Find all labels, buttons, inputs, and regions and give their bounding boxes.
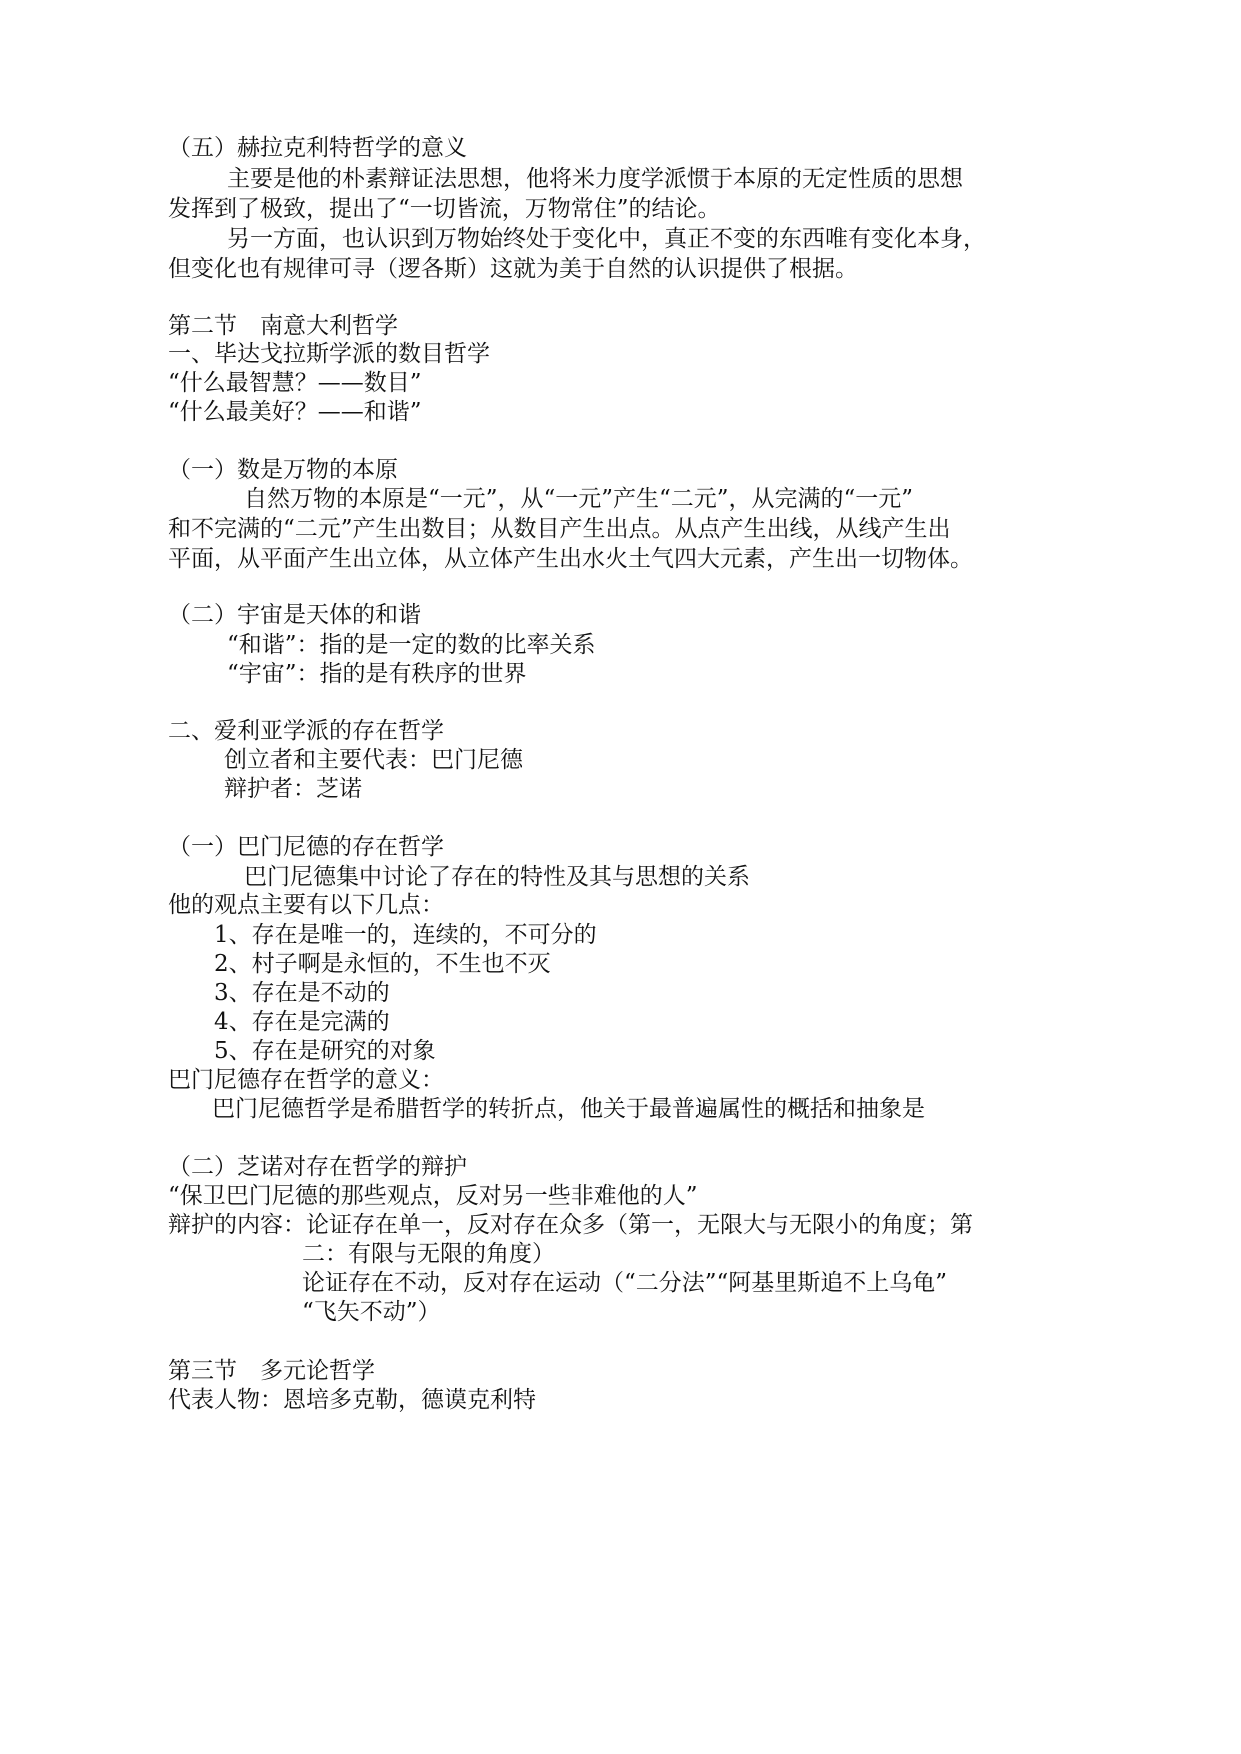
list-item: 2、村子啊是永恒的，不生也不灭 (214, 951, 551, 977)
list-item: 3、存在是不动的 (214, 980, 390, 1006)
paragraph-line: 创立者和主要代表：巴门尼德 (224, 747, 523, 773)
section-heading: （二）芝诺对存在哲学的辩护 (168, 1154, 467, 1180)
paragraph-line: 巴门尼德存在哲学的意义： (168, 1067, 444, 1093)
paragraph-line: “飞矢不动”） (302, 1299, 441, 1325)
subsection-heading: 一、毕达戈拉斯学派的数目哲学 (168, 341, 490, 367)
section-heading: （五）赫拉克利特哲学的意义 (168, 135, 467, 161)
definition-line: “和谐”：指的是一定的数的比率关系 (227, 632, 596, 658)
chapter-section-title: 第三节 多元论哲学 (168, 1358, 375, 1384)
paragraph-line: 和不完满的“二元”产生出数目；从数目产生出点。从点产生出线，从线产生出 (168, 516, 951, 542)
quote-line: “什么最智慧？——数目” (168, 370, 422, 396)
section-heading: （二）宇宙是天体的和谐 (168, 602, 421, 628)
definition-line: “宇宙”：指的是有秩序的世界 (227, 661, 527, 687)
paragraph-line: 但变化也有规律可寻（逻各斯）这就为美于自然的认识提供了根据。 (168, 256, 858, 282)
paragraph-line: 主要是他的朴素辩证法思想，他将米力度学派惯于本原的无定性质的思想 (227, 166, 963, 192)
section-heading: （一）巴门尼德的存在哲学 (168, 834, 444, 860)
quote-line: “什么最美好？——和谐” (168, 399, 422, 425)
list-item: 4、存在是完满的 (214, 1009, 390, 1035)
list-item: 1、存在是唯一的，连续的，不可分的 (214, 922, 597, 948)
paragraph-line: 辩护的内容：论证存在单一，反对存在众多（第一，无限大与无限小的角度；第 (168, 1212, 973, 1238)
quote-line: “保卫巴门尼德的那些观点，反对另一些非难他的人” (168, 1183, 698, 1209)
chapter-section-title: 第二节 南意大利哲学 (168, 313, 398, 339)
paragraph-line: 代表人物：恩培多克勒，德谟克利特 (168, 1387, 536, 1413)
paragraph-line: 论证存在不动，反对存在运动（“二分法”“阿基里斯追不上乌龟” (302, 1270, 948, 1296)
paragraph-line: 辩护者：芝诺 (224, 776, 362, 802)
paragraph-line: 巴门尼德哲学是希腊哲学的转折点，他关于最普遍属性的概括和抽象是 (212, 1096, 925, 1122)
section-heading: （一）数是万物的本原 (168, 457, 398, 483)
subsection-heading: 二、爱利亚学派的存在哲学 (168, 718, 444, 744)
paragraph-line: 他的观点主要有以下几点： (168, 892, 444, 918)
paragraph-line: 自然万物的本原是“一元”，从“一元”产生“二元”，从完满的“一元” (244, 486, 914, 512)
paragraph-line: 巴门尼德集中讨论了存在的特性及其与思想的关系 (244, 864, 750, 890)
paragraph-line: 发挥到了极致，提出了“一切皆流，万物常住”的结论。 (168, 196, 721, 222)
paragraph-line: 平面，从平面产生出立体，从立体产生出水火土气四大元素，产生出一切物体。 (168, 546, 973, 572)
paragraph-line: 二：有限与无限的角度） (302, 1241, 555, 1267)
list-item: 5、存在是研究的对象 (214, 1038, 436, 1064)
paragraph-line: 另一方面，也认识到万物始终处于变化中，真正不变的东西唯有变化本身， (227, 226, 986, 252)
